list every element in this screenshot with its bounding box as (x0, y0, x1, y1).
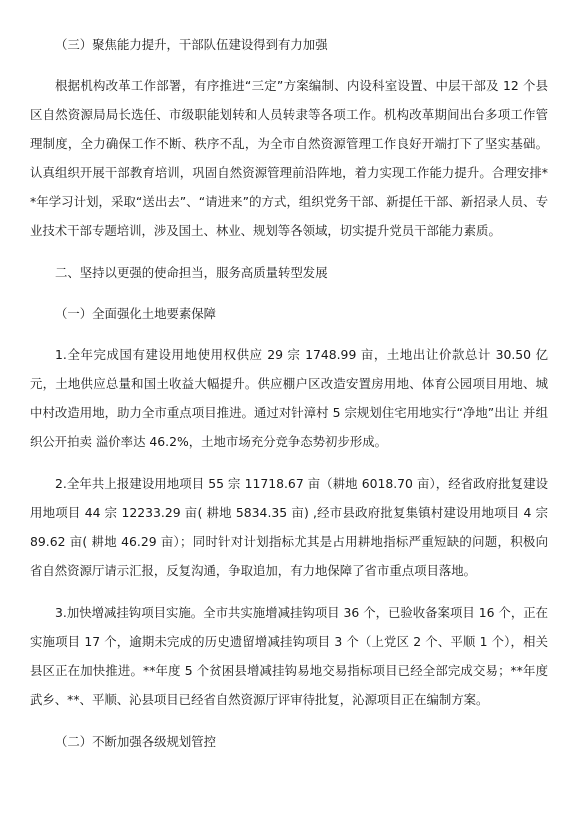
paragraph-land-supply: 1.全年完成国有建设用地使用权供应 29 宗 1748.99 亩，土地出让价款总计 30.50 亿元，土地供应总量和国土收益大幅提升。供应棚户区改造安置房用地、体育公园项目用地、城中村改造用地，助力全市重点项目推进。通过对针漳村 5 宗规划住宅用地实行“净地”出让 并组织公开拍卖 溢价率达 46.2%，土地市场充分竞争态势初步形成。 (30, 347, 548, 449)
section-heading-planning: （二）不断加强各级规划管控 (55, 734, 217, 749)
section-heading-capacity: （三）聚焦能力提升，干部队伍建设得到有力加强 (55, 37, 328, 52)
paragraph-linkage-projects: 3.加快增减挂钩项目实施。全市共实施增减挂钩项目 36 个，已验收备案项目 16 个，正在实施项目 17 个，逾期未完成的历史遗留增减挂钩项目 3 个（上党区 2 个、平顺 1 个），相关县区正在加快推进。**年度 5 个贫困县增减挂钩易地交易指标项目已经全部完成交易；**年度武乡、**、平顺、沁县项目已经省自然资源厅评审待批复，沁源项目正在编制方案。 (30, 605, 548, 707)
section-heading-land: （一）全面强化土地要素保障 (55, 306, 217, 321)
paragraph-construction-land: 2.全年共上报建设用地项目 55 宗 11718.67 亩（耕地 6018.70 亩），经省政府批复建设用地项目 44 宗 12233.29 亩( 耕地 5834.35 亩) ,经市县政府批复集镇村建设用地项目 4 宗 89.62 亩( 耕地 46.29 亩）；同时针对计划指标尤其是占用耕地指标严重短缺的问题，积极向省自然资源厅请示汇报，反复沟通，争取追加，有力地保障了省市重点项目落地。 (30, 476, 548, 578)
section-heading-mission: 二、坚持以更强的使命担当，服务高质量转型发展 (55, 265, 328, 280)
paragraph-capacity: 根据机构改革工作部署，有序推进“三定”方案编制、内设科室设置、中层干部及 12 个县区自然资源局局长选任、市级职能划转和人员转隶等各项工作。机构改革期间出台多项工作管理制度，全力确保工作不断、秩序不乱，为全市自然资源管理工作良好开端打下了坚实基础。认真组织开展干部教育培训，巩固自然资源管理前沿阵地，着力实现工作能力提升。合理安排**年学习计划，采取“送出去”、“请进来”的方式，组织党务干部、新提任干部、新招录人员、专业技术干部专题培训，涉及国土、林业、规划等各领域，切实提升党员干部能力素质。 (30, 78, 548, 238)
